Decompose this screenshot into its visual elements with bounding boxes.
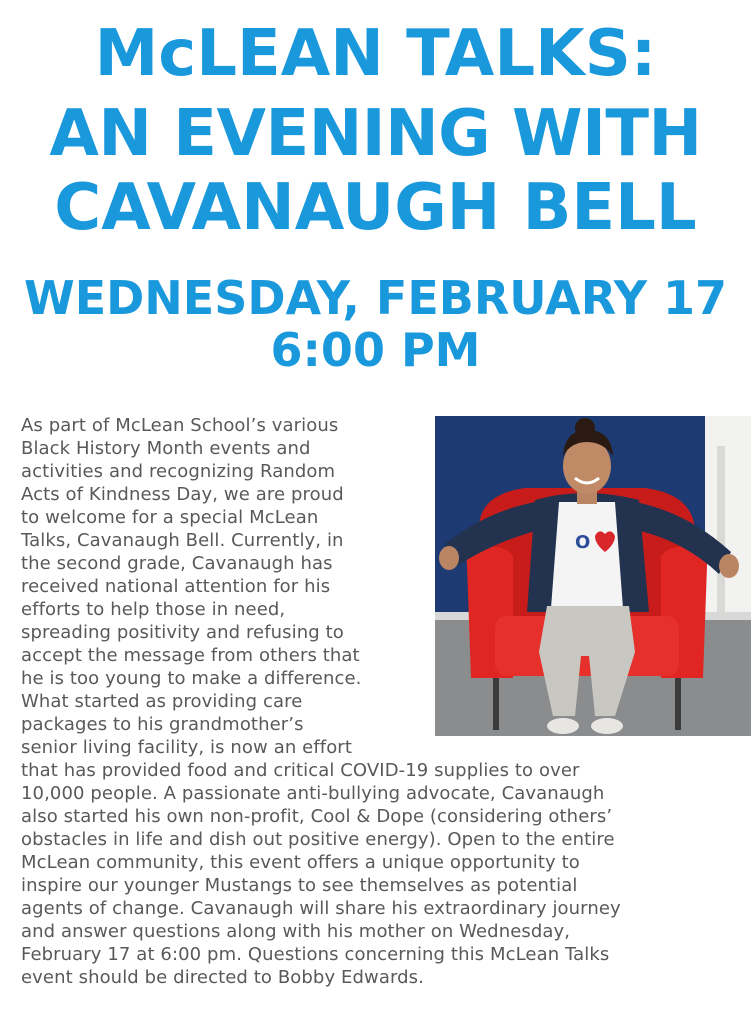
shirt-text: O	[575, 532, 591, 553]
description-line: and answer questions along with his mother on Wednesday,	[21, 921, 571, 942]
description-line: accept the message from others that	[21, 645, 360, 666]
description-line: to welcome for a special McLean	[21, 507, 319, 528]
event-date: WEDNESDAY, FEBRUARY 17	[23, 271, 728, 325]
description-line: What started as providing care	[21, 691, 303, 712]
event-description	[21, 414, 733, 989]
event-time: 6:00 PM	[270, 323, 481, 377]
description-line: packages to his grandmother’s	[21, 714, 304, 735]
description-line: senior living facility, is now an effort	[21, 737, 352, 758]
description-line: Acts of Kindness Day, we are proud	[21, 484, 344, 505]
description-line: February 17 at 6:00 pm. Questions concerning this McLean Talks	[21, 944, 610, 965]
event-title-line-3: CAVANAUGH BELL	[54, 171, 697, 245]
description-line: obstacles in life and dish out positive energy). Open to the entire	[21, 829, 615, 850]
description-line: also started his own non-profit, Cool & Dope (considering others’	[21, 806, 613, 827]
description-line: inspire our younger Mustangs to see themselves as potential	[21, 875, 578, 896]
description-line: he is too young to make a difference.	[21, 668, 362, 689]
description-line: that has provided food and critical COVID-19 supplies to over	[21, 760, 580, 781]
description-line: Black History Month events and	[21, 438, 311, 459]
description-line: event should be directed to Bobby Edwards.	[21, 967, 424, 988]
description-line: efforts to help those in need,	[21, 599, 286, 620]
description-line: the second grade, Cavanaugh has	[21, 553, 333, 574]
description-line: Talks, Cavanaugh Bell. Currently, in	[21, 530, 344, 551]
description-line: spreading positivity and refusing to	[21, 622, 344, 643]
event-title-line-2: AN EVENING WITH	[49, 97, 702, 171]
description-line: agents of change. Cavanaugh will share his extraordinary journey	[21, 898, 621, 919]
description-line: McLean community, this event offers a unique opportunity to	[21, 852, 580, 873]
description-line: received national attention for his	[21, 576, 331, 597]
event-title-line-1: McLEAN TALKS:	[94, 17, 657, 91]
description-line: As part of McLean School’s various	[21, 415, 339, 436]
description-line: 10,000 people. A passionate anti-bullying advocate, Cavanaugh	[21, 783, 605, 804]
description-line: activities and recognizing Random	[21, 461, 336, 482]
